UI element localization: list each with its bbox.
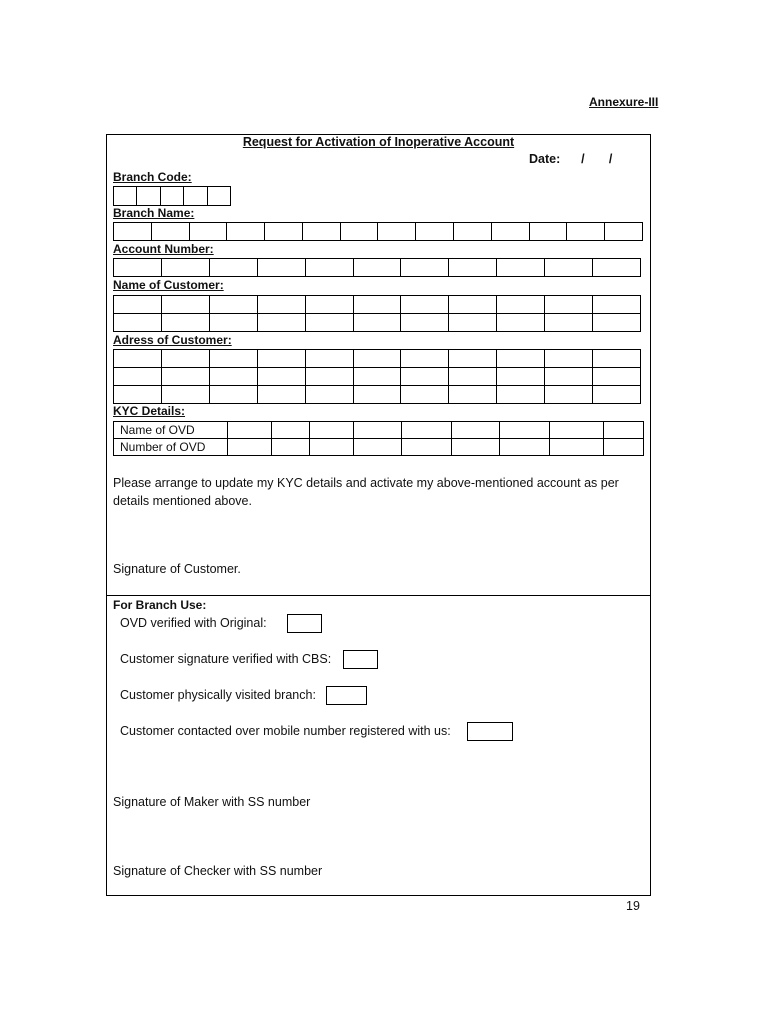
customer-name-box[interactable]: [305, 296, 353, 314]
customer-address-box[interactable]: [401, 368, 449, 386]
customer-address-box[interactable]: [545, 386, 593, 404]
maker-signature-label: Signature of Maker with SS number: [113, 795, 311, 809]
signature-verified-checkbox[interactable]: [343, 650, 378, 669]
form-title: [106, 135, 651, 149]
branch-name-box[interactable]: [265, 223, 303, 241]
customer-name-box[interactable]: [497, 314, 545, 332]
customer-name-box[interactable]: [209, 296, 257, 314]
customer-address-box[interactable]: [209, 368, 257, 386]
customer-name-box[interactable]: [497, 296, 545, 314]
customer-address-box[interactable]: [353, 386, 401, 404]
customer-address-box[interactable]: [353, 350, 401, 368]
kyc-ovd-name-box[interactable]: [452, 422, 500, 439]
customer-address-box[interactable]: [449, 368, 497, 386]
customer-address-box[interactable]: [305, 368, 353, 386]
branch-name-box[interactable]: [227, 223, 265, 241]
customer-address-box[interactable]: [497, 350, 545, 368]
customer-address-box[interactable]: [114, 350, 162, 368]
account-number-box[interactable]: [497, 259, 545, 277]
customer-address-box[interactable]: [114, 368, 162, 386]
customer-address-box[interactable]: [401, 350, 449, 368]
branch-use-heading: For Branch Use:: [113, 598, 207, 612]
branch-code-box[interactable]: [184, 187, 207, 206]
branch-name-boxes[interactable]: [113, 222, 643, 241]
customer-name-box[interactable]: [449, 314, 497, 332]
customer-name-box[interactable]: [593, 296, 641, 314]
customer-name-box[interactable]: [545, 296, 593, 314]
ovd-verified-checkbox[interactable]: [287, 614, 322, 633]
customer-name-box[interactable]: [305, 314, 353, 332]
kyc-ovd-number-label: Number of OVD: [114, 439, 228, 456]
customer-address-box[interactable]: [161, 368, 209, 386]
customer-address-box[interactable]: [401, 386, 449, 404]
account-number-box[interactable]: [593, 259, 641, 277]
branch-name-box[interactable]: [302, 223, 340, 241]
kyc-ovd-number-box[interactable]: [500, 439, 550, 456]
customer-address-box[interactable]: [161, 386, 209, 404]
customer-name-box[interactable]: [257, 296, 305, 314]
request-paragraph: Please arrange to update my KYC details and activate my above-mentioned account as per details mentioned above.: [113, 476, 619, 508]
kyc-ovd-number-box[interactable]: [354, 439, 402, 456]
mobile-contacted-label: Customer contacted over mobile number registered with us:: [120, 724, 451, 738]
customer-address-box[interactable]: [497, 368, 545, 386]
account-number-box[interactable]: [114, 259, 162, 277]
branch-name-box[interactable]: [114, 223, 152, 241]
customer-address-boxes[interactable]: [113, 349, 641, 404]
customer-name-label: Name of Customer:: [113, 278, 224, 292]
kyc-ovd-name-box[interactable]: [228, 422, 272, 439]
customer-name-box[interactable]: [401, 296, 449, 314]
branch-code-box[interactable]: [137, 187, 160, 206]
page-number: 19: [626, 899, 640, 913]
kyc-ovd-number-box[interactable]: [550, 439, 604, 456]
kyc-ovd-name-box[interactable]: [310, 422, 354, 439]
customer-address-box[interactable]: [114, 386, 162, 404]
branch-name-box[interactable]: [416, 223, 454, 241]
customer-address-box[interactable]: [593, 368, 641, 386]
kyc-ovd-name-box[interactable]: [550, 422, 604, 439]
kyc-ovd-name-box[interactable]: [402, 422, 452, 439]
account-number-box[interactable]: [305, 259, 353, 277]
branch-code-boxes[interactable]: [113, 186, 231, 206]
customer-name-box[interactable]: [401, 314, 449, 332]
account-number-box[interactable]: [449, 259, 497, 277]
account-number-box[interactable]: [161, 259, 209, 277]
form-title-text: Request for Activation of Inoperative Account: [242, 135, 515, 149]
customer-address-label: Adress of Customer:: [113, 333, 232, 347]
visited-branch-checkbox[interactable]: [326, 686, 367, 705]
branch-name-box[interactable]: [491, 223, 529, 241]
branch-code-box[interactable]: [114, 187, 137, 206]
customer-address-box[interactable]: [545, 350, 593, 368]
branch-name-box[interactable]: [340, 223, 378, 241]
account-number-boxes[interactable]: [113, 258, 641, 277]
kyc-ovd-number-box[interactable]: [272, 439, 310, 456]
kyc-ovd-name-box[interactable]: [354, 422, 402, 439]
account-number-box[interactable]: [257, 259, 305, 277]
customer-address-box[interactable]: [497, 386, 545, 404]
customer-address-box[interactable]: [593, 350, 641, 368]
kyc-ovd-name-box[interactable]: [272, 422, 310, 439]
kyc-table: [113, 421, 644, 456]
kyc-details-label: KYC Details:: [113, 404, 186, 418]
branch-name-box[interactable]: [529, 223, 567, 241]
account-number-box[interactable]: [209, 259, 257, 277]
branch-name-box[interactable]: [151, 223, 189, 241]
customer-address-box[interactable]: [209, 350, 257, 368]
customer-address-box[interactable]: [353, 368, 401, 386]
customer-address-box[interactable]: [545, 368, 593, 386]
date-label: Date: / /: [529, 152, 613, 166]
account-number-box[interactable]: [545, 259, 593, 277]
branch-name-label: Branch Name:: [113, 206, 195, 220]
customer-address-box[interactable]: [305, 386, 353, 404]
kyc-ovd-number-box[interactable]: [228, 439, 272, 456]
customer-name-box[interactable]: [257, 314, 305, 332]
customer-name-box[interactable]: [545, 314, 593, 332]
customer-name-box[interactable]: [593, 314, 641, 332]
customer-name-box[interactable]: [114, 314, 162, 332]
branch-name-box[interactable]: [454, 223, 492, 241]
customer-name-box[interactable]: [161, 296, 209, 314]
customer-name-box[interactable]: [209, 314, 257, 332]
account-number-label: Account Number:: [113, 242, 214, 256]
kyc-ovd-number-box[interactable]: [604, 439, 644, 456]
customer-name-box[interactable]: [353, 296, 401, 314]
customer-address-box[interactable]: [305, 350, 353, 368]
branch-code-label: Branch Code:: [113, 170, 192, 184]
customer-address-box[interactable]: [257, 368, 305, 386]
annexure-label: Annexure-III: [589, 95, 659, 109]
branch-name-box[interactable]: [605, 223, 643, 241]
branch-name-box[interactable]: [189, 223, 227, 241]
customer-name-box[interactable]: [353, 314, 401, 332]
kyc-ovd-name-box[interactable]: [500, 422, 550, 439]
customer-address-box[interactable]: [449, 386, 497, 404]
kyc-ovd-number-box[interactable]: [310, 439, 354, 456]
customer-name-box[interactable]: [114, 296, 162, 314]
customer-name-box[interactable]: [449, 296, 497, 314]
customer-address-box[interactable]: [257, 386, 305, 404]
branch-name-box[interactable]: [567, 223, 605, 241]
branch-code-box[interactable]: [207, 187, 230, 206]
customer-signature-label: Signature of Customer.: [113, 562, 241, 576]
customer-address-box[interactable]: [209, 386, 257, 404]
kyc-ovd-number-box[interactable]: [402, 439, 452, 456]
customer-address-box[interactable]: [449, 350, 497, 368]
account-number-box[interactable]: [401, 259, 449, 277]
signature-verified-label: Customer signature verified with CBS:: [120, 652, 332, 666]
checker-signature-label: Signature of Checker with SS number: [113, 864, 323, 878]
branch-code-box[interactable]: [160, 187, 183, 206]
customer-address-box[interactable]: [161, 350, 209, 368]
visited-branch-label: Customer physically visited branch:: [120, 688, 316, 702]
branch-use-divider: [106, 595, 651, 596]
customer-name-boxes[interactable]: [113, 295, 641, 332]
mobile-contacted-checkbox[interactable]: [467, 722, 513, 741]
customer-address-box[interactable]: [593, 386, 641, 404]
ovd-verified-label: OVD verified with Original:: [120, 616, 267, 630]
kyc-ovd-name-label: Name of OVD: [114, 422, 228, 439]
kyc-ovd-number-box[interactable]: [452, 439, 500, 456]
customer-address-box[interactable]: [257, 350, 305, 368]
branch-name-box[interactable]: [378, 223, 416, 241]
account-number-box[interactable]: [353, 259, 401, 277]
kyc-ovd-name-box[interactable]: [604, 422, 644, 439]
customer-name-box[interactable]: [161, 314, 209, 332]
